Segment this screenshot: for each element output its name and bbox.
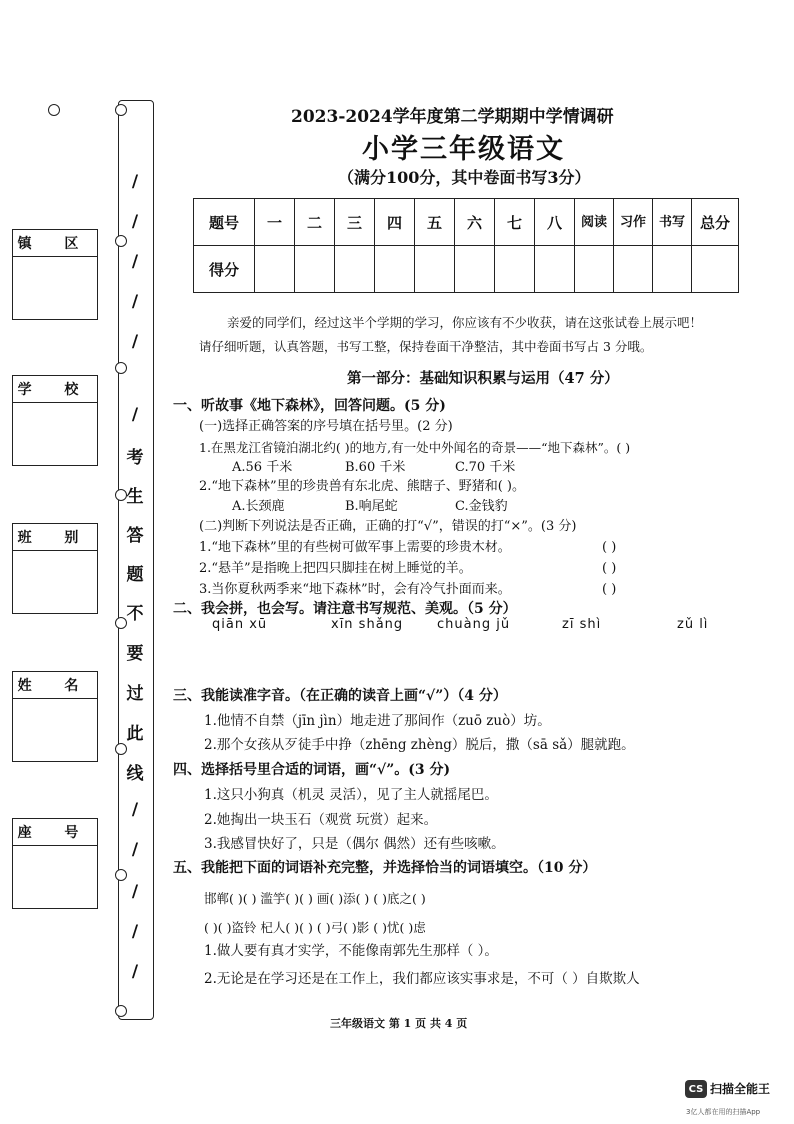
score-header-cell: 七	[495, 199, 535, 246]
intro-line: 请仔细听题，认真答题，书写工整，保持卷面干净整洁，其中卷面书写占 3 分哦。	[199, 339, 653, 354]
pinyin-item: xīn shǎng	[331, 617, 404, 632]
warning-char: 要	[126, 644, 144, 664]
judge-paren[interactable]: ( )	[602, 561, 617, 576]
sub-question: (二)判断下列说法是否正确，正确的打“√”，错误的打“×”。(3 分)	[199, 519, 577, 534]
idiom-row: ( )( )盗铃 杞人( )( ) ( )弓( )影 ( )忧( )虑	[204, 920, 426, 935]
question-item: 1.他情不自禁（jīn jìn）地走进了那间作（zuō zuò）坊。	[204, 713, 551, 729]
info-label: 班 别	[13, 524, 97, 551]
question-item: 2.“地下森林”里的珍贵兽有东北虎、熊瞎子、野猪和( )。	[199, 479, 525, 494]
score-cell[interactable]	[495, 246, 535, 293]
judge-paren[interactable]: ( )	[602, 540, 617, 555]
binding-hole	[115, 743, 127, 755]
page-title: 小学三年级语文	[362, 134, 565, 165]
info-label: 镇 区	[13, 230, 97, 257]
question-title: 二、我会拼，也会写。请注意书写规范、美观。（5 分）	[173, 601, 517, 617]
score-header-cell: 题号	[194, 199, 255, 246]
score-header-cell: 八	[535, 199, 575, 246]
score-cell[interactable]	[295, 246, 335, 293]
sub-question: (一)选择正确答案的序号填在括号里。(2 分)	[199, 419, 453, 434]
warning-char: 过	[126, 684, 144, 704]
warning-char: 考	[126, 448, 144, 468]
question-item: 3.我感冒快好了，只是（偶尔 偶然）还有些咳嗽。	[204, 836, 505, 852]
score-header-cell: 六	[455, 199, 495, 246]
binding-slash: /	[131, 212, 139, 232]
option: A.长颈鹿	[232, 499, 285, 514]
binding-slash: /	[131, 252, 139, 272]
binding-slash: /	[131, 882, 139, 902]
info-box-class	[12, 523, 98, 614]
score-header-cell: 总分	[692, 199, 739, 246]
page-footer: 三年级语文 第 1 页 共 4 页	[330, 1017, 468, 1030]
binding-hole	[115, 104, 127, 116]
fill-blank: 2.无论是在学习还是在工作上，我们都应该实事求是，不可（ ）自欺欺人	[204, 971, 640, 987]
binding-slash: /	[131, 332, 139, 352]
info-blank[interactable]	[13, 257, 97, 319]
binding-hole	[115, 1005, 127, 1017]
question-item: 1.这只小狗真（机灵 灵活），见了主人就摇尾巴。	[204, 787, 498, 803]
app-tagline: 3亿人都在用的扫描App	[686, 1108, 761, 1116]
score-cell[interactable]	[375, 246, 415, 293]
binding-slash: /	[131, 840, 139, 860]
warning-char: 答	[126, 526, 144, 546]
binding-slash: /	[131, 922, 139, 942]
score-header-cell: 五	[415, 199, 455, 246]
binding-slash: /	[131, 962, 139, 982]
part-heading: 第一部分：基础知识积累与运用（47 分）	[347, 370, 619, 387]
judge-item: 2.“悬羊”是指晚上把四只脚挂在树上睡觉的羊。	[199, 561, 472, 576]
judge-paren[interactable]: ( )	[602, 582, 617, 597]
score-header-cell: 书写	[653, 199, 692, 246]
binding-slash: /	[131, 292, 139, 312]
warning-char: 不	[126, 604, 144, 624]
info-label: 姓 名	[13, 672, 97, 699]
info-box-seat	[12, 818, 98, 909]
score-cell[interactable]	[415, 246, 455, 293]
score-cell[interactable]	[455, 246, 495, 293]
score-cell[interactable]	[575, 246, 614, 293]
question-title: 一、听故事《地下森林》，回答问题。(5 分)	[173, 398, 446, 414]
question-title: 三、我能读准字音。（在正确的读音上画“√”）（4 分）	[173, 688, 507, 704]
binding-slash: /	[131, 172, 139, 192]
judge-item: 1.“地下森林”里的有些树可做军事上需要的珍贵木材。	[199, 540, 511, 555]
binding-hole	[115, 362, 127, 374]
warning-char: 题	[126, 565, 144, 585]
score-header-cell: 阅读	[575, 199, 614, 246]
page-subtitle: （满分100分，其中卷面书写3分）	[338, 168, 591, 187]
score-cell[interactable]	[692, 246, 739, 293]
score-row-label: 得分	[194, 246, 255, 293]
app-name: 扫描全能王	[710, 1082, 771, 1096]
pinyin-item: zǔ lì	[677, 617, 709, 632]
question-item: 2.她掏出一块玉石（观赏 玩赏）起来。	[204, 812, 438, 828]
info-label: 座 号	[13, 819, 97, 846]
binding-hole	[48, 104, 60, 116]
info-box-school	[12, 375, 98, 466]
score-table	[193, 198, 739, 293]
binding-hole	[115, 869, 127, 881]
pinyin-item: qiān xū	[212, 617, 268, 632]
score-cell[interactable]	[653, 246, 692, 293]
option: C.70 千米	[455, 460, 516, 475]
warning-char: 生	[126, 487, 144, 507]
score-cell[interactable]	[535, 246, 575, 293]
pinyin-item: zī shì	[562, 617, 602, 632]
info-box-town	[12, 229, 98, 320]
info-blank[interactable]	[13, 403, 97, 465]
fill-blank: 1.做人要有真才实学，不能像南郭先生那样（ ）。	[204, 943, 498, 959]
binding-slash: /	[131, 800, 139, 820]
judge-item: 3.当你夏秋两季来“地下森林”时，会有冷气扑面而来。	[199, 582, 511, 597]
score-cell[interactable]	[335, 246, 375, 293]
score-header-cell: 二	[295, 199, 335, 246]
score-header-cell: 三	[335, 199, 375, 246]
question-item: 2.那个女孩从歹徒手中挣（zhēng zhèng）脱后，撒（sā sǎ）腿就跑。	[204, 737, 635, 753]
score-cell[interactable]	[255, 246, 295, 293]
score-header-cell: 四	[375, 199, 415, 246]
question-title: 五、我能把下面的词语补充完整，并选择恰当的词语填空。（10 分）	[173, 860, 597, 876]
option: B.60 千米	[345, 460, 406, 475]
intro-line: 亲爱的同学们，经过这半个学期的学习，你应该有不少收获，请在这张试卷上展示吧！	[227, 315, 703, 330]
score-cell[interactable]	[614, 246, 653, 293]
info-blank[interactable]	[13, 846, 97, 908]
info-blank[interactable]	[13, 551, 97, 613]
info-box-name	[12, 671, 98, 762]
question-title: 四、选择括号里合适的词语，画“√”。(3 分)	[173, 762, 451, 778]
pinyin-item: chuàng jǔ	[437, 617, 511, 632]
binding-hole	[115, 235, 127, 247]
binding-slash: /	[131, 405, 139, 425]
idiom-row: 邯郸( )( ) 滥竽( )( ) 画( )添( ) ( )底之( )	[204, 891, 426, 906]
option: A.56 千米	[232, 460, 293, 475]
warning-char: 线	[126, 764, 144, 784]
info-label: 学 校	[13, 376, 97, 403]
question-item: 1.在黑龙江省镜泊湖北约( )的地方,有一处中外闻名的奇景——“地下森林”。( )	[199, 440, 631, 455]
info-blank[interactable]	[13, 699, 97, 761]
score-header-cell: 习作	[614, 199, 653, 246]
camscanner-logo-icon: CS	[685, 1080, 707, 1098]
option: B.响尾蛇	[345, 499, 398, 514]
score-header-cell: 一	[255, 199, 295, 246]
warning-char: 此	[126, 724, 144, 744]
option: C.金钱豹	[455, 499, 508, 514]
exam-term: 2023-2024学年度第二学期期中学情调研	[291, 107, 614, 127]
